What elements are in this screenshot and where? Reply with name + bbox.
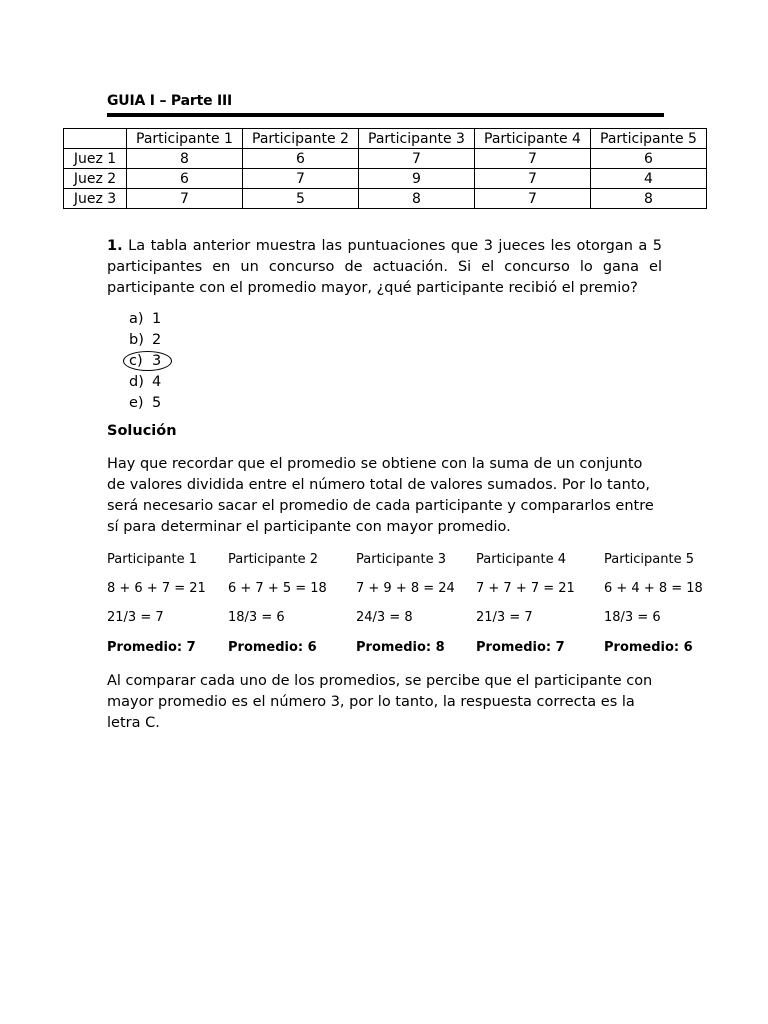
option-letter: c) <box>129 353 143 369</box>
table-row <box>64 149 707 169</box>
option-letter: e) <box>129 395 144 411</box>
score-cell: 8 <box>359 189 475 209</box>
table-header-row <box>64 129 707 149</box>
option-letter: b) <box>129 332 144 348</box>
question-text: La tabla anterior muestra las puntuaciones que 3 jueces les otorgan a 5 participantes en un concurso de actuación. Si el concurso lo gana el participante con el promedio mayor, ¿qué participante recibió el premio? <box>107 238 663 296</box>
score-cell: 7 <box>475 169 591 189</box>
question-number: 1. <box>107 238 123 254</box>
calc-average: Promedio: 6 <box>228 640 317 655</box>
calc-sum: 7 + 7 + 7 = 21 <box>476 581 575 596</box>
page-title: GUIA I – Parte III <box>107 93 233 109</box>
table-row <box>64 169 707 189</box>
solution-explanation: Hay que recordar que el promedio se obtiene con la suma de un conjunto de valores dividida entre el número total de valores sumados. Por lo tanto, será necesario sacar el promedio de cada participante y compararlos entre sí para determinar el participante con mayor promedio. <box>107 456 654 535</box>
calc-participant-label: Participante 4 <box>476 552 566 567</box>
calc-sum: 6 + 7 + 5 = 18 <box>228 581 327 596</box>
calc-participant-label: Participante 2 <box>228 552 318 567</box>
option-value: 2 <box>152 332 162 348</box>
table-corner-cell <box>64 129 127 149</box>
calc-sum: 8 + 6 + 7 = 21 <box>107 581 206 596</box>
score-cell: 7 <box>127 189 243 209</box>
table-header-cell: Participante 2 <box>243 129 359 149</box>
table-header-cell: Participante 5 <box>591 129 707 149</box>
option-letter: d) <box>129 374 144 390</box>
option-value: 5 <box>152 395 162 411</box>
calc-average: Promedio: 7 <box>476 640 565 655</box>
calc-average: Promedio: 7 <box>107 640 196 655</box>
judge-label: Juez 3 <box>64 189 127 209</box>
judge-label: Juez 2 <box>64 169 127 189</box>
option-value: 1 <box>152 311 162 327</box>
judge-label: Juez 1 <box>64 149 127 169</box>
table-header-cell: Participante 1 <box>127 129 243 149</box>
option-value: 3 <box>152 353 162 369</box>
calc-division: 21/3 = 7 <box>107 610 164 625</box>
score-cell: 8 <box>591 189 707 209</box>
answer-option-d <box>129 372 161 393</box>
table-row <box>64 189 707 209</box>
option-value: 4 <box>152 374 162 390</box>
calc-participant-label: Participante 3 <box>356 552 446 567</box>
option-letter: a) <box>129 311 144 327</box>
answer-option-e <box>129 393 161 414</box>
calc-division: 18/3 = 6 <box>228 610 285 625</box>
calc-sum: 7 + 9 + 8 = 24 <box>356 581 455 596</box>
score-cell: 7 <box>475 189 591 209</box>
calc-division: 21/3 = 7 <box>476 610 533 625</box>
title-underline <box>107 113 664 117</box>
calc-participant-label: Participante 5 <box>604 552 694 567</box>
answer-options <box>129 309 161 414</box>
calculation-grid <box>107 550 707 662</box>
score-cell: 6 <box>127 169 243 189</box>
score-cell: 7 <box>359 149 475 169</box>
calc-average: Promedio: 6 <box>604 640 693 655</box>
calc-participant-label: Participante 1 <box>107 552 197 567</box>
answer-option-b <box>129 330 161 351</box>
score-cell: 8 <box>127 149 243 169</box>
score-cell: 7 <box>243 169 359 189</box>
calc-average: Promedio: 8 <box>356 640 445 655</box>
score-cell: 9 <box>359 169 475 189</box>
answer-option-c-circled <box>129 351 161 372</box>
score-cell: 6 <box>243 149 359 169</box>
answer-option-a <box>129 309 161 330</box>
solution-heading: Solución <box>107 423 177 439</box>
calc-sum: 6 + 4 + 8 = 18 <box>604 581 703 596</box>
score-cell: 7 <box>475 149 591 169</box>
table-header-cell: Participante 4 <box>475 129 591 149</box>
calc-division: 24/3 = 8 <box>356 610 413 625</box>
score-cell: 5 <box>243 189 359 209</box>
score-cell: 6 <box>591 149 707 169</box>
question-paragraph <box>107 236 662 299</box>
scores-table <box>63 128 707 209</box>
table-header-cell: Participante 3 <box>359 129 475 149</box>
score-cell: 4 <box>591 169 707 189</box>
calc-division: 18/3 = 6 <box>604 610 661 625</box>
solution-conclusion: Al comparar cada uno de los promedios, se percibe que el participante con mayor promedio es el número 3, por lo tanto, la respuesta correcta es la letra C. <box>107 673 653 731</box>
